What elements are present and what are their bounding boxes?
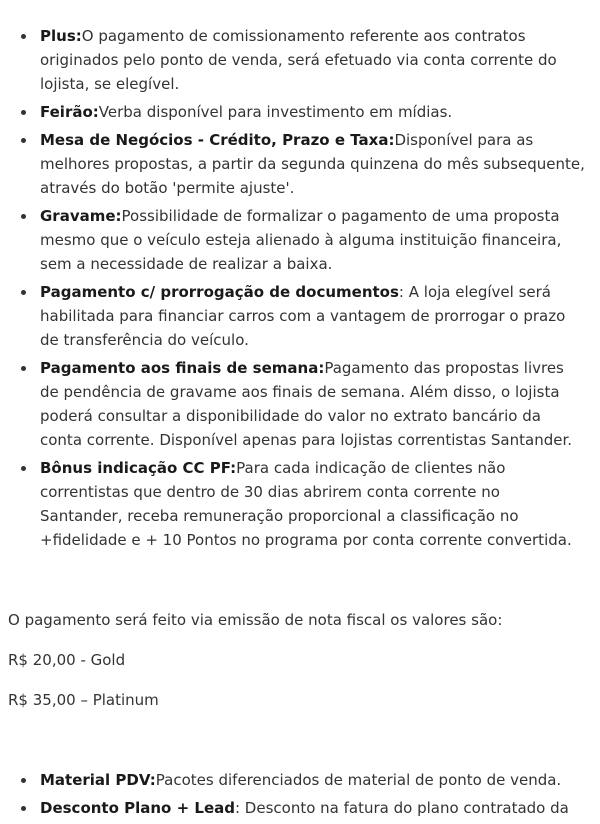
list-item-plus (40, 24, 586, 96)
term-description: Disponível para as melhores propostas, a partir da segunda quinzena do mês subsequente, através do botão 'permite ajuste'. (40, 131, 585, 197)
term-description: Para cada indicação de clientes não correntistas que dentro de 30 dias abrirem conta corrente no Santander, receba remuneração proporcional a classificação no +fidelidade e + 10 Pontos no programa por conta corrente convertida. (40, 459, 572, 549)
term-description: Possibilidade de formalizar o pagamento de uma proposta mesmo que o veículo esteja alienado à alguma instituição financeira, sem a necessidade de realizar a baixa. (40, 207, 562, 273)
term-label: Mesa de Negócios - Crédito, Prazo e Taxa: (40, 131, 395, 149)
list-item-material-pdv (40, 768, 586, 792)
term-label: Pagamento c/ prorrogação de documentos (40, 283, 399, 301)
spacer (8, 672, 586, 688)
list-item-mesa-de-negocios (40, 128, 586, 200)
term-label: Bônus indicação CC PF: (40, 459, 237, 477)
term-label: Gravame: (40, 207, 122, 225)
spacer (8, 556, 586, 608)
list-item-prorrogacao-documentos (40, 280, 586, 352)
list-item-bonus-indicacao (40, 456, 586, 552)
document-content (8, 24, 586, 824)
term-description: O pagamento de comissionamento referente aos contratos originados pelo ponto de venda, será efetuado via conta corrente do lojista, se elegível. (40, 27, 557, 93)
spacer (8, 712, 586, 768)
term-label: Desconto Plano + Lead (40, 799, 235, 817)
term-description: : A loja elegível será habilitada para financiar carros com a vantagem de prorrogar o prazo de transferência do veículo. (40, 283, 566, 349)
term-description: Pagamento das propostas livres de pendência de gravame aos finais de semana. Além disso, o lojista poderá consultar a disponibilidade do valor no extrato bancário da conta corrente. Disponível apenas para lojistas correntistas Santander. (40, 359, 573, 449)
list-item-feirao (40, 100, 586, 124)
term-label: Pagamento aos finais de semana: (40, 359, 325, 377)
payment-platinum: R$ 35,00 – Platinum (8, 691, 159, 709)
spacer (8, 632, 586, 648)
term-description: Verba disponível para investimento em mídias. (98, 103, 453, 121)
term-label: Plus: (40, 27, 82, 45)
list-item-gravame (40, 204, 586, 276)
payment-gold: R$ 20,00 - Gold (8, 651, 126, 669)
term-label: Material PDV: (40, 771, 156, 789)
term-label: Feirão: (40, 103, 99, 121)
payment-intro: O pagamento será feito via emissão de nota fiscal os valores são: (8, 611, 503, 629)
benefits-list-top (8, 24, 586, 552)
term-description: : Desconto na fatura do plano contratado da (234, 799, 569, 817)
list-item-finais-de-semana (40, 356, 586, 452)
benefits-list-bottom (8, 768, 586, 820)
term-description: Pacotes diferenciados de material de ponto de venda. (155, 771, 562, 789)
